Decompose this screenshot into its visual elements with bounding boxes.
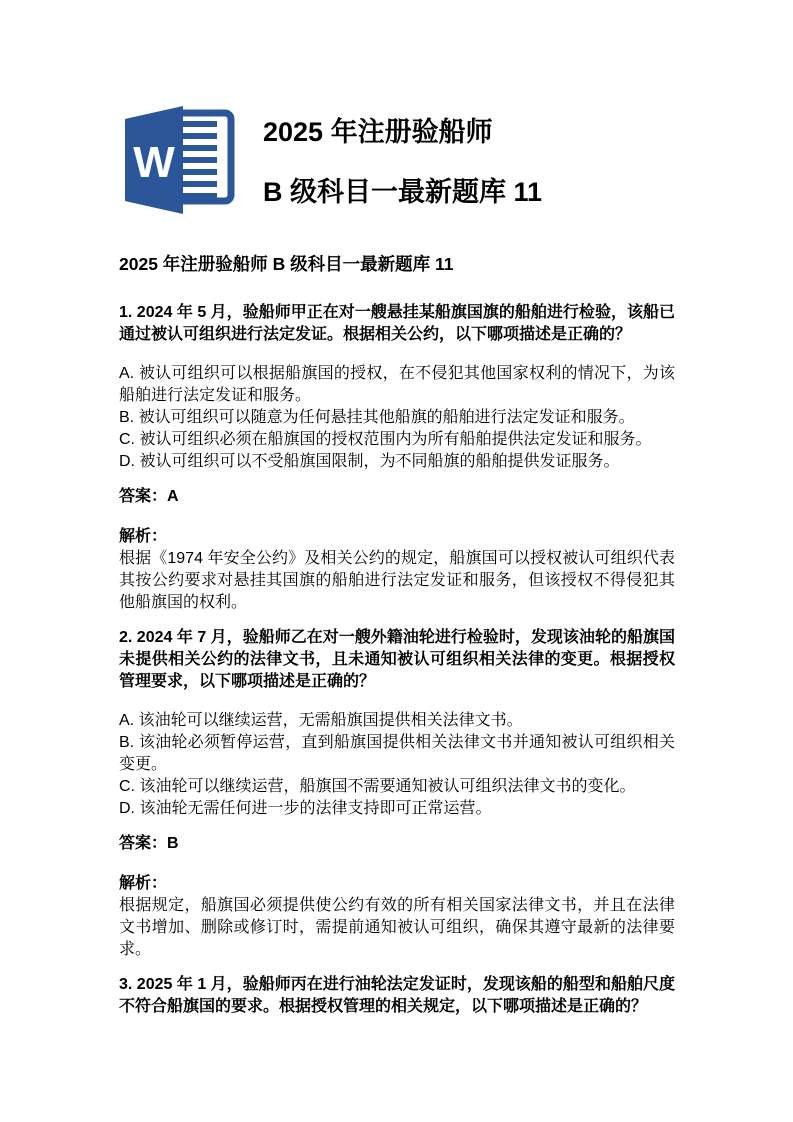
- question-2-analysis-label: 解析：: [119, 875, 168, 892]
- question-1-analysis-label: 解析：: [119, 528, 168, 545]
- question-2-option-b: B. 该油轮必须暂停运营，直到船旗国提供相关法律文书并通知被认可组织相关变更。: [119, 734, 675, 773]
- question-1-stem: 1. 2024 年 5 月，验船师甲正在对一艘悬挂某船旗国旗的船舶进行检验，该船已通过被认可组织进行法定发证。根据相关公约，以下哪项描述是正确的？: [119, 304, 675, 343]
- question-3-stem: 3. 2025 年 1 月，验船师丙在进行油轮法定发证时，发现该船的船型和船舶尺度不符合船旗国的要求。根据授权管理的相关规定，以下哪项描述是正确的？: [119, 976, 675, 1015]
- question-1-option-b: B. 被认可组织可以随意为任何悬挂其他船旗的船舶进行法定发证和服务。: [119, 409, 635, 426]
- question-2-stem: 2. 2024 年 7 月，验船师乙在对一艘外籍油轮进行检验时，发现该油轮的船旗国未提供相关公约的法律文书，且未通知被认可组织相关法律的变更。根据授权管理要求，以下哪项描述是正确的？: [119, 629, 675, 690]
- word-logo-letter: W: [133, 138, 175, 187]
- question-1-answer-value: A: [167, 488, 179, 505]
- answer-label: 答案：: [119, 835, 168, 852]
- question-1-option-d: D. 被认可组织可以不受船旗国限制，为不同船旗的船舶提供发证服务。: [119, 453, 620, 470]
- page-content: [119, 104, 675, 1035]
- question-1-option-a: A. 被认可组织可以根据船旗国的授权，在不侵犯其他国家权利的情况下，为该船舶进行法定发证和服务。: [119, 365, 675, 404]
- doc-header: [119, 104, 675, 216]
- doc-title-line2: B 级科目一最新题库 11: [263, 177, 543, 207]
- question-1-option-c: C. 被认可组织必须在船旗国的授权范围内为所有船舶提供法定发证和服务。: [119, 431, 652, 448]
- question-1-options: [119, 363, 675, 473]
- question-2-analysis-text: 根据规定，船旗国必须提供使公约有效的所有相关国家法律文书，并且在法律文书增加、删除或修订时，需提前通知被认可组织，确保其遵守最新的法律要求。: [119, 897, 675, 958]
- question-2-answer-value: B: [167, 835, 179, 852]
- question-2-answer-line: [119, 833, 675, 855]
- question-2-option-a: A. 该油轮可以继续运营，无需船旗国提供相关法律文书。: [119, 712, 523, 729]
- question-2-option-d: D. 该油轮无需任何进一步的法律支持即可正常运营。: [119, 800, 492, 817]
- word-logo-icon: [119, 104, 237, 216]
- question-2-option-c: C. 该油轮可以继续运营，船旗国不需要通知被认可组织法律文书的变化。: [119, 778, 636, 795]
- title-block: [263, 104, 542, 209]
- question-2-options: [119, 710, 675, 820]
- doc-heading: 2025 年注册验船师 B 级科目一最新题库 11: [119, 254, 454, 274]
- answer-label: 答案：: [119, 488, 168, 505]
- question-1-answer-line: [119, 486, 675, 508]
- doc-title-line1: 2025 年注册验船师: [263, 117, 493, 147]
- question-1-analysis-text: 根据《1974 年安全公约》及相关公约的规定，船旗国可以授权被认可组织代表其按公约要求对悬挂其国旗的船舶进行法定发证和服务，但该授权不得侵犯其他船旗国的权利。: [119, 550, 675, 611]
